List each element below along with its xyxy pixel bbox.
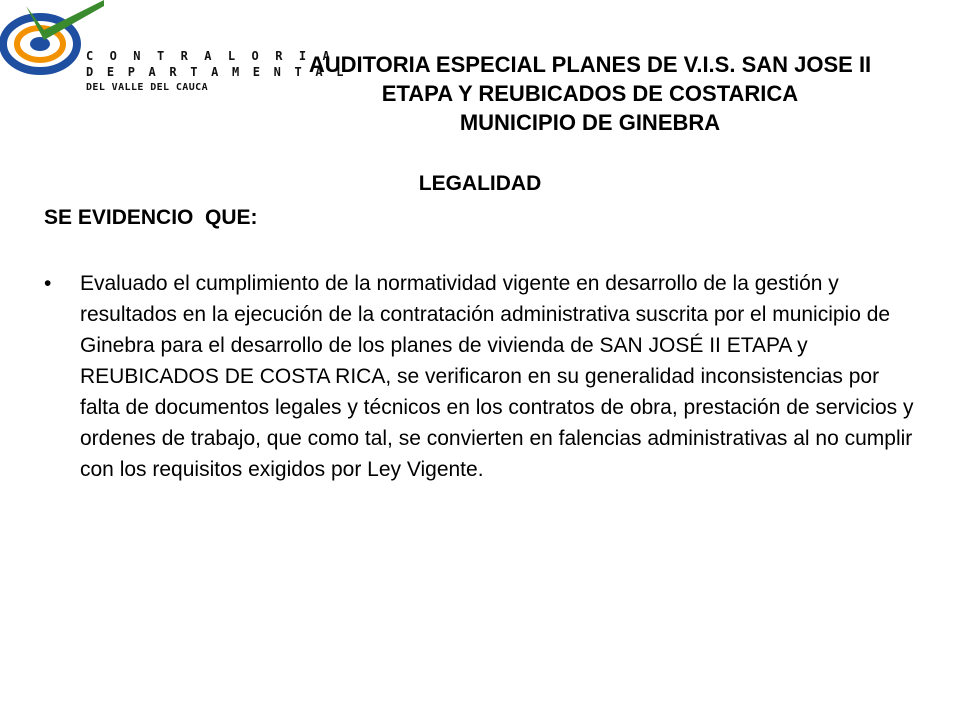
section-heading: LEGALIDAD xyxy=(418,172,542,195)
contraloria-logo xyxy=(0,0,347,115)
evidence-heading: SE EVIDENCIO QUE: xyxy=(44,206,258,229)
logo-line-2: D E P A R T A M E N T A L xyxy=(86,65,347,79)
list-item xyxy=(44,268,914,485)
page-title xyxy=(240,50,940,137)
finding-text: Evaluado el cumplimiento de la normatividad vigente en desarrollo de la gestión y resultados en la ejecución de la contratación administrativa suscrita por el municipio de Ginebra para el desarrollo de los planes de vivienda de SAN JOSÉ II ETAPA y REUBICADOS DE COSTA RICA, se verificaron en su generalidad inconsistencias por falta de documentos legales y técnicos en los contratos de obra, prestación de servicios y ordenes de trabajo, que como tal, se convierten en falencias administrativas al no cumplir con los requisitos exigidos por Ley Vigente. xyxy=(80,272,914,481)
logo-line-3: DEL VALLE DEL CAUCA xyxy=(86,82,208,93)
bullet-icon: • xyxy=(44,272,52,295)
title-line-2: ETAPA Y REUBICADOS DE COSTARICA xyxy=(381,81,799,106)
logo-line-1: C O N T R A L O R I A xyxy=(86,49,335,63)
title-line-1: AUDITORIA ESPECIAL PLANES DE V.I.S. SAN JOSE II xyxy=(308,52,872,77)
title-line-3: MUNICIPIO DE GINEBRA xyxy=(459,110,721,135)
findings-list xyxy=(44,268,914,485)
logo-wordmark xyxy=(80,48,347,96)
